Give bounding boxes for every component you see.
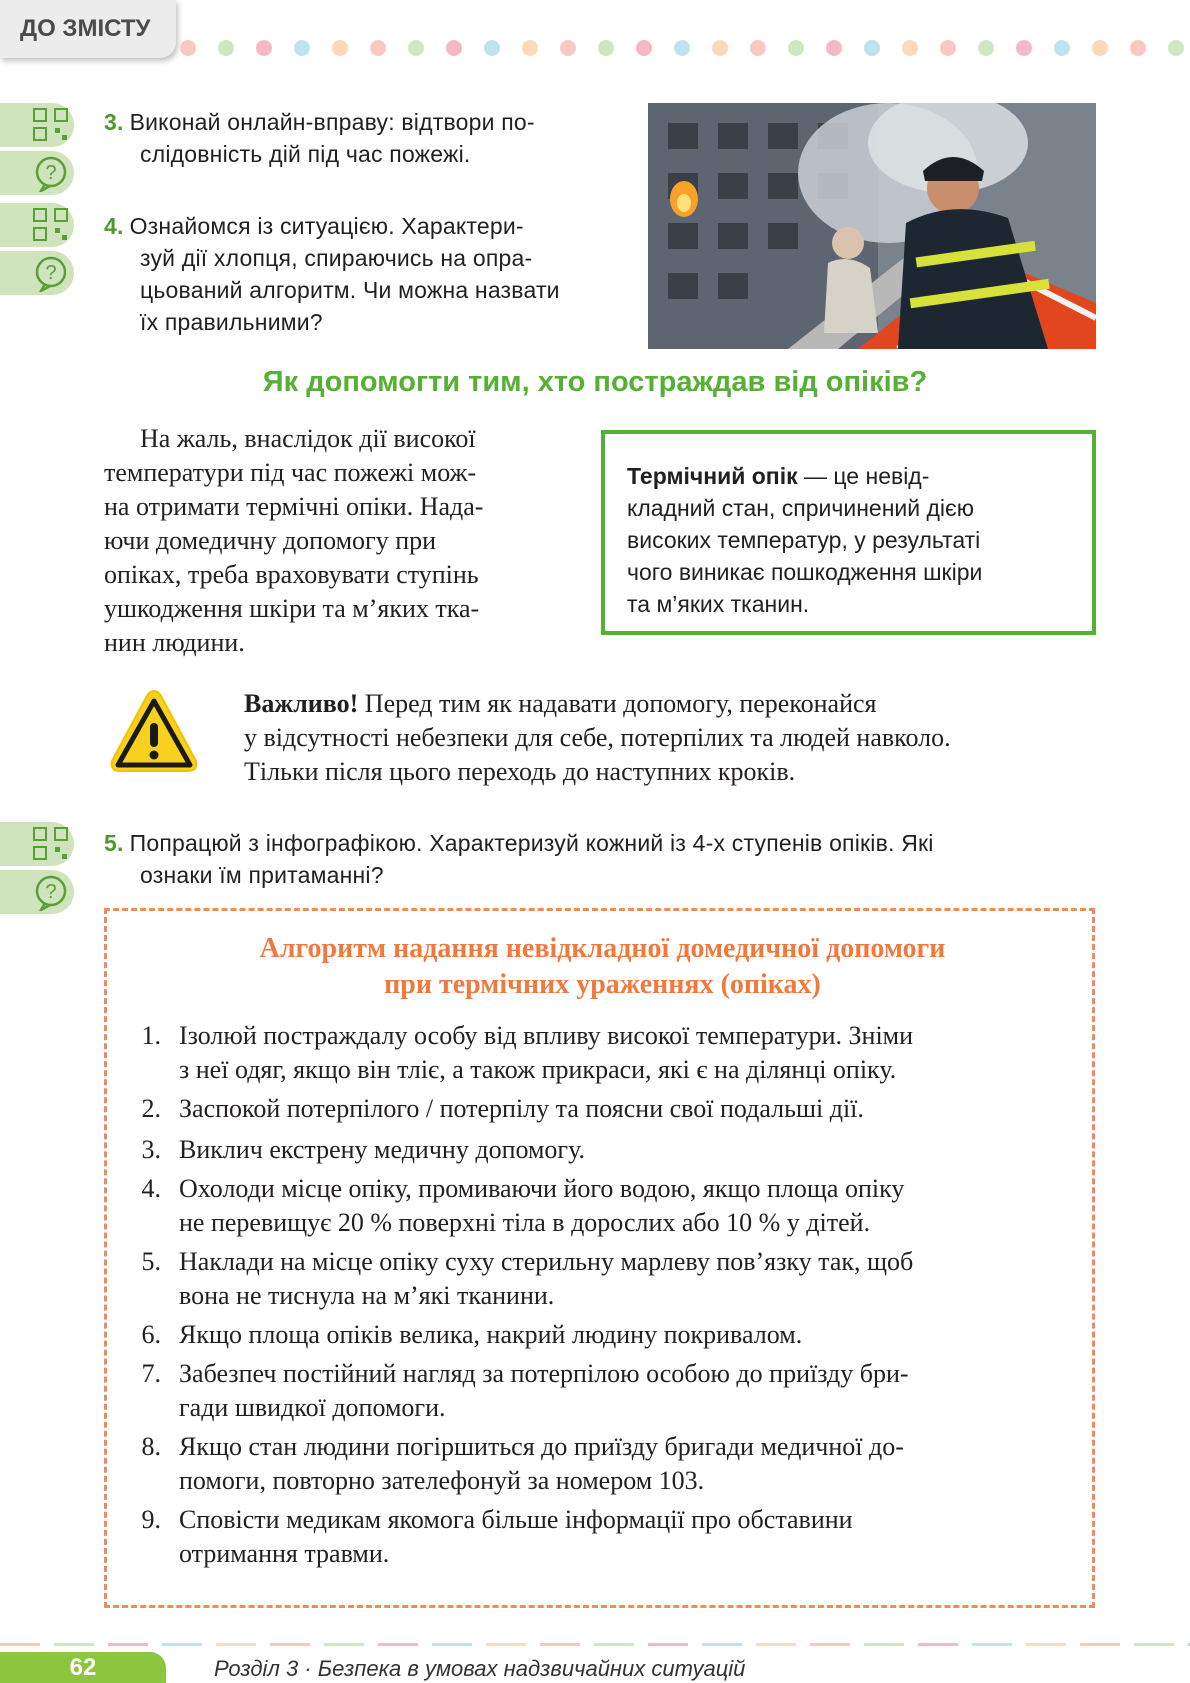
decorative-dot xyxy=(408,40,424,56)
qr-code-icon xyxy=(33,108,69,142)
important-line: Перед тим як надавати допомогу, переконайся xyxy=(364,689,877,718)
intro-line: температури під час пожежі мож- xyxy=(104,458,477,487)
important-line: Тільки після цього переходь до наступних кроків. xyxy=(244,757,796,786)
task-text-line: ознаки їм притаманні? xyxy=(140,862,384,888)
step-number: 5. xyxy=(141,1247,161,1276)
important-line: у відсутності небезпеки для себе, потерпілих та людей навколо. xyxy=(244,723,951,752)
step-text-line: Якщо стан людини погіршиться до приїзду бригади медичної до- xyxy=(179,1432,904,1461)
intro-line: на отримати термічні опіки. Нада- xyxy=(104,492,484,521)
decorative-dot xyxy=(294,40,310,56)
definition-line: чого виникає пошкодження шкіри xyxy=(627,559,983,585)
step-text-line: гади швидкої допомоги. xyxy=(179,1393,446,1422)
algorithm-title-line: при термічних ураженнях (опіках) xyxy=(384,969,821,1000)
step-number: 9. xyxy=(141,1505,161,1534)
question-bubble-icon xyxy=(33,875,69,911)
photo-illustration xyxy=(648,103,1096,349)
algorithm-title-line: Алгоритм надання невідкладної домедичної допомоги xyxy=(259,933,946,964)
decorative-dot xyxy=(484,40,500,56)
section-title: Як допомогти тим, хто постраждав від опіків? xyxy=(262,366,928,398)
intro-line: ючи домедичну допомогу при xyxy=(104,526,437,555)
intro-line: ушкодження шкіри та м’яких тка- xyxy=(104,594,480,623)
decorative-dot xyxy=(1092,40,1108,56)
definition-term: Термічний опік xyxy=(627,463,798,489)
online-exercise-marker[interactable] xyxy=(0,203,74,247)
task-text-line: слідовність дій під час пожежі. xyxy=(140,141,471,167)
step-text-line: не перевищує 20 % поверхні тіла в дорослих або 10 % у дітей. xyxy=(179,1208,871,1237)
decorative-dot xyxy=(522,40,538,56)
task-text-line: Ознайомся із ситуацією. Характери- xyxy=(129,213,524,239)
step-number: 8. xyxy=(141,1432,161,1461)
decorative-dot xyxy=(560,40,576,56)
task-3 xyxy=(104,106,624,170)
decorative-dot xyxy=(864,40,880,56)
step-text xyxy=(179,1430,1079,1498)
task-5 xyxy=(104,827,1104,891)
step-text-line: Якщо площа опіків велика, накрий людину покривалом. xyxy=(179,1320,803,1349)
step-number: 3. xyxy=(141,1135,161,1164)
decorative-dot xyxy=(598,40,614,56)
question-bubble-icon xyxy=(33,256,69,292)
svg-text:?: ? xyxy=(45,881,57,903)
step-text-line: Забезпеч постійний нагляд за потерпілою особою до приїзду бри- xyxy=(179,1359,909,1388)
decorative-dot xyxy=(940,40,956,56)
task-text-line: Виконай онлайн-вправу: відтвори по- xyxy=(129,109,535,135)
definition-line: та м’яких тканин. xyxy=(627,591,810,617)
definition-line: кладний стан, спричинений дією xyxy=(627,495,975,521)
step-text-line: Ізолюй постраждалу особу від впливу високої температури. Зніми xyxy=(179,1021,914,1050)
decorative-dot xyxy=(788,40,804,56)
step-text-line: з неї одяг, якщо він тліє, а також прикраси, які є на ділянці опіку. xyxy=(179,1055,897,1084)
svg-text:?: ? xyxy=(45,162,57,184)
footer-section-text: Розділ 3 · Безпека в умовах надзвичайних ситуацій xyxy=(214,1656,746,1681)
decorative-dot xyxy=(1016,40,1032,56)
task-number: 3. xyxy=(104,109,124,135)
decorative-dot xyxy=(674,40,690,56)
intro-line: На жаль, внаслідок дії високої xyxy=(140,424,476,453)
footer-divider xyxy=(0,1643,1190,1646)
intro-line: нин людини. xyxy=(104,628,245,657)
decorative-dot xyxy=(1168,40,1184,56)
step-text xyxy=(179,1357,1079,1425)
decorative-dot xyxy=(332,40,348,56)
decorative-dot xyxy=(978,40,994,56)
decorative-dot xyxy=(1054,40,1070,56)
step-number: 1. xyxy=(141,1021,161,1050)
task-text-line: Попрацюй з інфографікою. Характеризуй кожний із 4-х ступенів опіків. Які xyxy=(129,830,934,856)
question-bubble-icon xyxy=(33,156,69,192)
step-text xyxy=(179,1133,1079,1167)
step-text-line: отримання травми. xyxy=(179,1539,390,1568)
definition-box xyxy=(601,430,1096,635)
online-exercise-marker[interactable] xyxy=(0,822,74,866)
step-number: 6. xyxy=(141,1320,161,1349)
decorative-dot xyxy=(180,40,196,56)
firefighter-rescue-photo xyxy=(648,103,1096,349)
important-note xyxy=(244,687,1102,789)
step-text xyxy=(179,1245,1079,1313)
step-text-line: Сповісти медикам якомога більше інформації про обставини xyxy=(179,1505,853,1534)
step-number: 2. xyxy=(141,1094,161,1123)
task-4 xyxy=(104,210,624,338)
toc-button[interactable] xyxy=(0,0,176,58)
decorative-dot xyxy=(636,40,652,56)
question-marker[interactable] xyxy=(0,870,74,914)
algorithm-box xyxy=(104,908,1095,1608)
decorative-dot xyxy=(370,40,386,56)
decorative-dot xyxy=(446,40,462,56)
task-number: 5. xyxy=(104,830,124,856)
step-number: 7. xyxy=(141,1359,161,1388)
step-text-line: Заспокой потерпілого / потерпілу та поясни свої подальші дії. xyxy=(179,1094,864,1123)
step-text-line: помоги, повторно зателефонуй за номером 103. xyxy=(179,1466,705,1495)
algorithm-title xyxy=(107,931,1098,1003)
step-text-line: Наклади на місце опіку суху стерильну марлеву пов’язку так, щоб xyxy=(179,1247,914,1276)
online-exercise-marker[interactable] xyxy=(0,103,74,147)
step-text xyxy=(179,1318,1079,1352)
decorative-dot-row xyxy=(176,40,1190,58)
step-text-line: Виклич екстрену медичну допомогу. xyxy=(179,1135,585,1164)
decorative-dot xyxy=(712,40,728,56)
decorative-dot xyxy=(826,40,842,56)
warning-icon xyxy=(106,683,202,779)
decorative-dot xyxy=(256,40,272,56)
definition-line: високих температур, у результаті xyxy=(627,527,981,553)
decorative-dot xyxy=(750,40,766,56)
decorative-dot xyxy=(1130,40,1146,56)
qr-code-icon xyxy=(33,208,69,242)
decorative-dot xyxy=(218,40,234,56)
question-marker[interactable] xyxy=(0,151,74,195)
task-number: 4. xyxy=(104,213,124,239)
step-text xyxy=(179,1092,1079,1126)
task-text-line: їх правильними? xyxy=(140,309,323,335)
qr-code-icon xyxy=(33,827,69,861)
svg-text:?: ? xyxy=(45,262,57,284)
step-text-line: вона не тиснула на м’які тканини. xyxy=(179,1281,555,1310)
question-marker[interactable] xyxy=(0,251,74,295)
step-text xyxy=(179,1019,1079,1087)
intro-paragraph xyxy=(104,422,576,660)
step-text-line: Охолоди місце опіку, промиваючи його водою, якщо площа опіку xyxy=(179,1174,905,1203)
task-text-line: зуй дії хлопця, спираючись на опра- xyxy=(140,245,533,271)
step-text xyxy=(179,1503,1079,1571)
step-text xyxy=(179,1172,1079,1240)
task-text-line: цьований алгоритм. Чи можна назвати xyxy=(140,277,560,303)
intro-line: опіках, треба враховувати ступінь xyxy=(104,560,479,589)
important-label: Важливо! xyxy=(244,689,359,718)
decorative-dot xyxy=(902,40,918,56)
toc-label: ДО ЗМІСТУ xyxy=(20,15,151,42)
definition-line: — це невід- xyxy=(804,463,930,489)
step-number: 4. xyxy=(141,1174,161,1203)
page-number: 62 xyxy=(0,1652,166,1683)
